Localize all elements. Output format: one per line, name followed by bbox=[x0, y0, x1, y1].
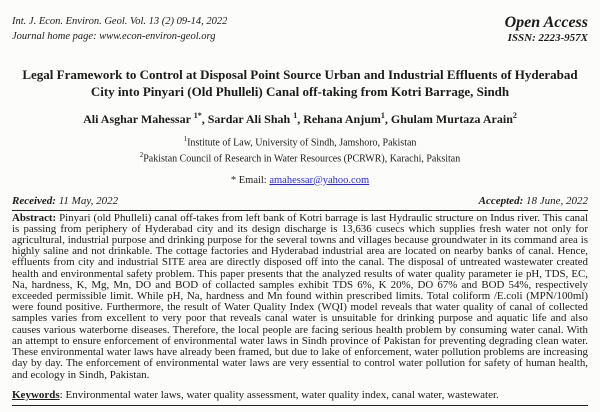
keywords-text: : Environmental water laws, water quality assessment, water quality index, canal water, wastewater. bbox=[59, 388, 499, 401]
affiliations-block bbox=[12, 133, 588, 166]
open-access-label: Open Access bbox=[504, 14, 588, 31]
author-1-superscript: 1* bbox=[193, 111, 202, 120]
affiliation-1: $^1$Institute of Law, University of Sindh, Jamshoro, Pakistan bbox=[183, 135, 417, 149]
abstract-paragraph bbox=[12, 213, 588, 381]
keywords-label: Keywords bbox=[12, 388, 60, 401]
author-4: , Ghulam Murtaza Arain$^2$ bbox=[384, 111, 517, 126]
abstract-label: Abstract: bbox=[12, 211, 57, 224]
journal-header bbox=[12, 14, 588, 45]
author-4-superscript: 2 bbox=[512, 111, 517, 120]
affiliation-2: $^2$Pakistan Council of Research in Water Resources (PCRWR), Karachi, Paksitan bbox=[139, 151, 461, 165]
abstract-text: Pinyari (old Phulleli) canal off-takes from left bank of Kotri barrage is last Hydraulic structure on Indus river. This canal is passing from periphery of Hyderabad city and its design discharge is 13,636 cusecs which supplies fresh water not only for agricultural, industrial purpose and drinking purpose for the several towns and villages because groundwater in its command area is highly saline and not drinkable. The cottage factories and Hyderabad industrial area are located on nearby banks of canal. Hence, effluents from city and industrial SITE area are directly disposed off into the canal. The disposal of untreated wastewater created health and environmental safety problem. This paper presents that the analyzed results of water quality parameter ie pH, TDS, EC, Na, hardness, K, Mg, Mn, DO and BOD of collacted samples exhibit TDS 6%, K 20%, DO 67% and BOD 54%, respectively exceeded permissible limit. While pH, Na, hardness and Mn found within prescribed limits. Total coliform /E.coli (MPN/100ml) were found positive. Furthermore, the result of Water Quality Index (WQI) model reveals that water quality of canal of collected samples varies from excellent to very poor that reveals canal water is unsuitable for drinking purpose and aquatic life and also causes various waterborne diseases. Therefore, the local people are facing serious health problem by consuming water canal. With an attempt to ensure enforcement of environmental water laws in Sindh province of Pakistan for preventing degrading clean water. These environmental water laws have already been framed, but due to lake of enforcement, water pollution problems are increasing day by day. The enforcement of environmental water laws are very essential to control water pollution for safety of human health, and ecology in Sindh, Pakistan. bbox=[12, 211, 588, 381]
received-date: Received: 11 May, 2022 bbox=[12, 194, 119, 207]
accepted-date: Accepted: 18 June, 2022 bbox=[478, 194, 588, 207]
author-3: , Rehana Anjum$^1$ bbox=[297, 111, 385, 126]
author-1: Ali Asghar Mahessar $^{1*}$ bbox=[83, 111, 202, 126]
issn-label: ISSN: 2223-957X bbox=[507, 32, 588, 44]
authors-line bbox=[12, 109, 588, 126]
paper-title: Legal Framework to Control at Disposal Point Source Urban and Industrial Effluents of Hyderabad City into Pinyari (Old Phulleli) Canal off-taking from Kotri Barrage, Sindh bbox=[22, 67, 578, 99]
author-2: , Sardar Ali Shah $^1$ bbox=[201, 111, 298, 126]
corresponding-email-line bbox=[12, 175, 588, 187]
dates-row bbox=[12, 195, 588, 211]
email-prefix: * Email: bbox=[230, 174, 270, 186]
email-link[interactable]: amahessar@yahoo.com bbox=[269, 174, 370, 186]
keywords-line bbox=[12, 389, 588, 406]
author-3-superscript: 1 bbox=[380, 111, 385, 120]
author-2-superscript: 1 bbox=[293, 111, 298, 120]
journal-reference: Int. J. Econ. Environ. Geol. Vol. 13 (2) 09-14, 2022 bbox=[12, 16, 228, 27]
journal-homepage: Journal home page: www.econ-environ-geol.org bbox=[12, 31, 216, 42]
journal-header-right bbox=[505, 14, 588, 45]
journal-header-left bbox=[12, 14, 227, 44]
